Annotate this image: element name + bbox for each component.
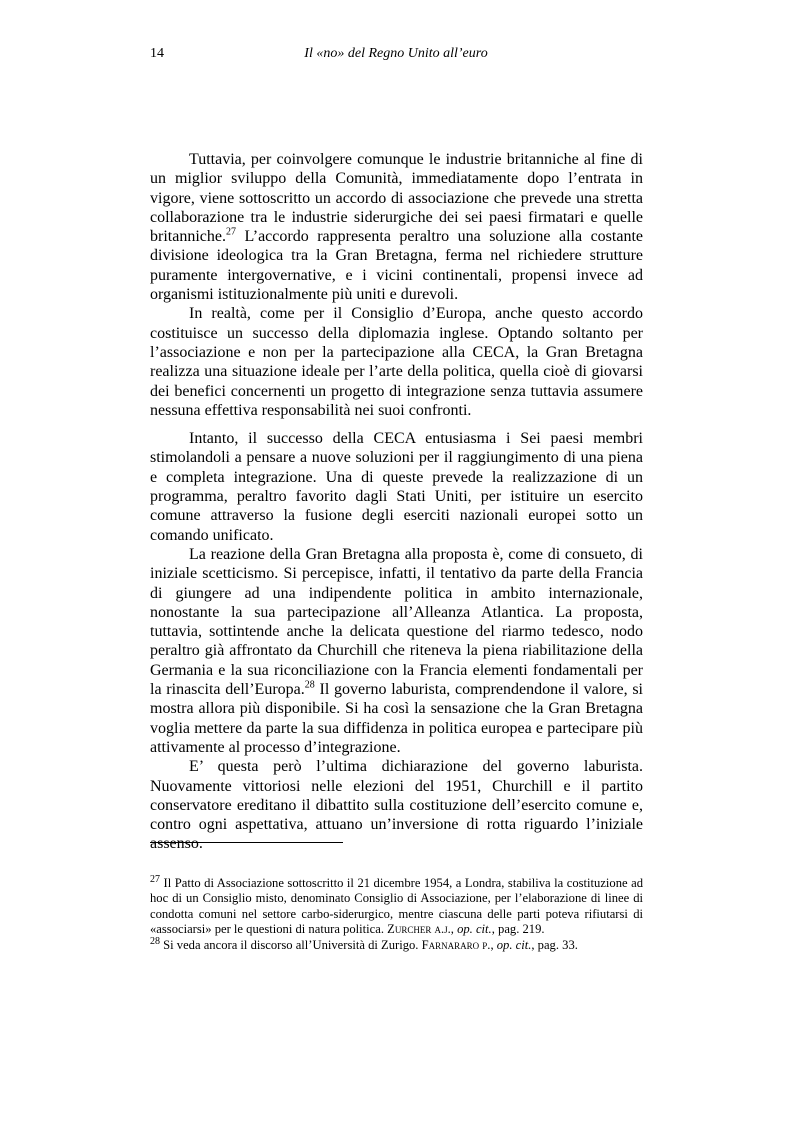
running-title: Il «no» del Regno Unito all’euro — [304, 46, 488, 61]
footnote-text: Si veda ancora il discorso all’Università di Zurigo. — [160, 937, 422, 952]
footnote-number: 28 — [150, 935, 160, 947]
footnote-opcit: op. cit. — [457, 922, 492, 937]
footnote-ref[interactable]: 28 — [304, 679, 315, 691]
page-number: 14 — [150, 46, 164, 61]
footnote-author: Farnararo p. — [421, 937, 491, 952]
paragraph — [150, 150, 643, 304]
paragraph — [150, 545, 643, 757]
paragraph-text: Tuttavia, per coinvolgere comunque le industrie britanniche al fine di un miglior sviluppo della Comunità, immediatamente dopo l’entrata in vigore, viene sottoscritto un accordo di associazione che prevede una stretta collaborazione tra le industrie siderurgiche dei sei paesi firmatari e quelle britanniche. — [150, 151, 643, 246]
main-text — [150, 150, 643, 854]
footnote-text: Il Patto di Associazione sottoscritto il 21 dicembre 1954, a Londra, stabiliva la costituzione ad hoc di un Consiglio misto, denominato Consiglio di Associazione, per l’elaborazione di linee di condotta comuni nel settore carbo-siderurgico, mentre ciascuna delle parti poteva rifiutarsi di «associarsi» per le questioni di natura politica. — [150, 876, 643, 937]
footnotes — [150, 873, 643, 953]
footnote-opcit: op. cit. — [496, 937, 532, 952]
footnote-author: Zurcher a.j. — [387, 922, 451, 937]
footnote-page: , pag. 219. — [491, 922, 545, 937]
paragraph: E’ questa però l’ultima dichiarazione del governo laburista. Nuovamente vittoriosi nelle elezioni del 1951, Churchill e il partito conservatore ereditano il dibattito sulla costituzione dell’esercito comune e, contro ogni aspettativa, attuano un’inversione di rotta riguardo l’iniziale assenso. — [150, 758, 643, 853]
paragraph-text: Il governo laburista, comprendendone il valore, si mostra allora più disponibile. Si ha così la sensazione che la Gran Bretagna voglia mettere da parte la sua diffidenza in politica europea e partecipare più attivamente al processo d’integrazione. — [150, 681, 644, 756]
footnote — [150, 873, 643, 938]
paragraph-text: La reazione della Gran Bretagna alla proposta è, come di consueto, di iniziale scetticismo. Si percepisce, infatti, il tentativo da parte della Francia di giungere ad una indipendente politica in ambito internazionale, nonostante la sua partecipazione all’Alleanza Atlantica. La proposta, tuttavia, sottintende anche la delicata questione del riarmo tedesco, nodo peraltro già affrontato da Churchill che riteneva la piena riabilitazione della Germania e la sua riconciliazione con la Francia elementi fondamentali per la rinascita dell’Europa. — [150, 545, 643, 699]
footnote-sep: , — [450, 922, 458, 937]
page-header — [150, 46, 642, 66]
footnote — [150, 935, 643, 953]
footnote-ref[interactable]: 27 — [225, 226, 236, 238]
paragraph: Intanto, il successo della CECA entusiasma i Sei paesi membri stimolandoli a pensare a nuove soluzioni per il raggiungimento di una piena e completa integrazione. Una di queste prevede la realizzazione di un programma, peraltro favorito dagli Stati Uniti, per istituire un esercito comune attraverso la fusione degli eserciti nazionali europei sotto un comando unificato. — [150, 430, 643, 544]
paragraph: In realtà, come per il Consiglio d’Europa, anche questo accordo costituisce un successo della diplomazia inglese. Optando soltanto per l’associazione e non per la partecipazione alla CECA, la Gran Bretagna realizza una situazione ideale per l’arte della politica, quella cioè di giovarsi dei benefici concernenti un progetto di integrazione senza tuttavia assumere nessuna effettiva responsabilità nei suoi confronti. — [150, 305, 643, 419]
footnote-separator — [150, 842, 343, 843]
footnote-number: 27 — [150, 873, 160, 885]
footnote-sep: , — [490, 937, 497, 952]
footnote-page: , pag. 33. — [531, 937, 578, 952]
paragraph-text: L’accordo rappresenta peraltro una soluzione alla costante divisione ideologica tra la Gran Bretagna, ferma nel richiedere strutture puramente intergovernative, e i vicini continentali, propensi invece ad organismi istituzionalmente più uniti e durevoli. — [150, 228, 643, 304]
